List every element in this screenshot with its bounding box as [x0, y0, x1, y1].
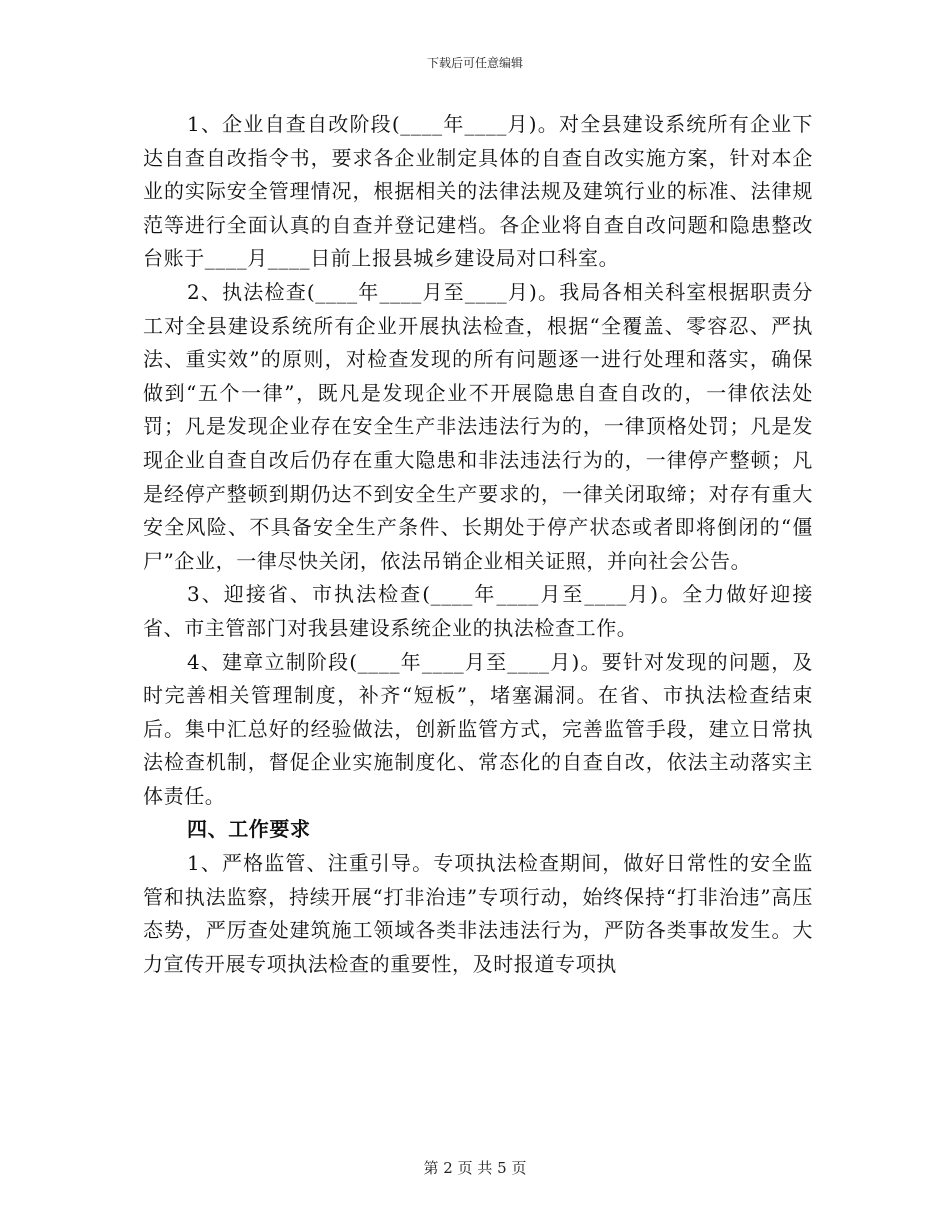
- page-header: 下载后可任意编辑: [426, 56, 523, 70]
- paragraph-self-inspection-stage: 1、企业自查自改阶段(____年____月)。对全县建设系统所有企业下达自查自改指令书，要求各企业制定具体的自查自改实施方案，针对本企业的实际安全管理情况，根据相关的法律法规及建筑行业的标准、法律规范等进行全面认真的自查并登记建档。各企业将自查自改问题和隐患整改台账于____月____日前上报县城乡建设局对口科室。: [143, 112, 813, 271]
- paragraph-rule-building-stage: 4、建章立制阶段(____年____月至____月)。要针对发现的问题，及时完善相关管理制度，补齐“短板”，堵塞漏洞。在省、市执法检查结束后。集中汇总好的经验做法，创新监管方式，完善监管手段，建立日常执法检查机制，督促企业实施制度化、常态化的自查自改，依法主动落实主体责任。: [143, 649, 813, 808]
- section-heading-work-requirements: 四、工作要求: [187, 817, 311, 842]
- paragraph-law-enforcement-inspection: 2、执法检查(____年____月至____月)。我局各相关科室根据职责分工对全县建设系统所有企业开展执法检查，根据“全覆盖、零容忍、严执法、重实效”的原则，对检查发现的所有问题逐一进行处理和落实，确保做到“五个一律”，既凡是发现企业不开展隐患自查自改的，一律依法处罚；凡是发现企业存在安全生产非法违法行为的，一律顶格处罚；凡是发现企业自查自改后仍存在重大隐患和非法违法行为的，一律停产整顿；凡是经停产整顿到期仍达不到安全生产要求的，一律关闭取缔；对存有重大安全风险、不具备安全生产条件、长期处于停产状态或者即将倒闭的“僵尸”企业，一律尽快关闭，依法吊销企业相关证照，并向社会公告。: [143, 279, 813, 573]
- paragraph-provincial-city-inspection: 3、迎接省、市执法检查(____年____月至____月)。全力做好迎接省、市主管部门对我县建设系统企业的执法检查工作。: [143, 582, 813, 640]
- page-number: 第 2 页 共 5 页: [423, 1159, 527, 1177]
- paragraph-strict-supervision: 1、严格监管、注重引导。专项执法检查期间，做好日常性的安全监管和执法监察，持续开展“打非治违”专项行动，始终保持“打非治违”高压态势，严厉查处建筑施工领域各类非法违法行为，严防各类事故发生。大力宣传开展专项执法检查的重要性，及时报道专项执: [143, 851, 813, 976]
- document-body: [143, 108, 813, 981]
